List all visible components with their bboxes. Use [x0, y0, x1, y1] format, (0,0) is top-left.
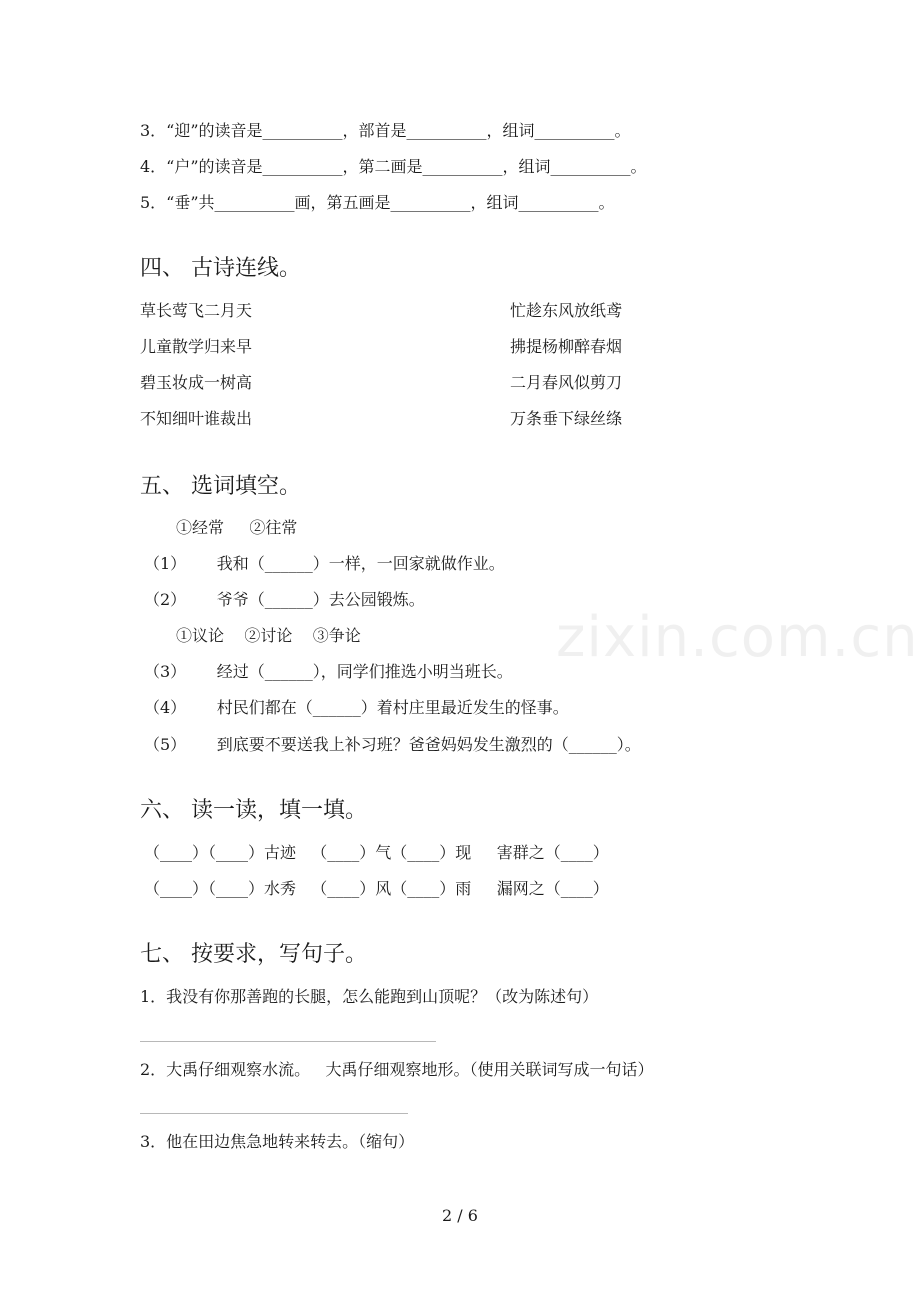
question-4: 4．“户”的读音是__________，第二画是__________，组词__________。: [140, 157, 647, 176]
answer-line-1: [140, 1041, 436, 1042]
fill-item-5: （5） 到底要不要送我上补习班？爸爸妈妈发生激烈的（______）。: [144, 735, 641, 754]
question-5: 5．“垂”共__________画，第五画是__________，组词__________。: [140, 193, 615, 212]
poem-right-2: 拂提杨柳醉春烟: [510, 337, 623, 356]
poem-left-4: 不知细叶谁裁出: [140, 409, 253, 428]
section-5-heading: 五、 选词填空。: [140, 474, 301, 499]
watermark: zixin.com.cn: [556, 605, 919, 670]
sentence-question-2: 2．大禹仔细观察水流。 大禹仔细观察地形。（使用关联词写成一句话）: [140, 1060, 654, 1079]
page-number: 2 / 6: [442, 1206, 478, 1225]
fill-item-2: （2） 爷爷（______）去公园锻炼。: [144, 590, 425, 609]
section-6-heading: 六、 读一读，填一填。: [140, 798, 367, 823]
poem-right-4: 万条垂下绿丝绦: [510, 409, 623, 428]
word-options-1: ①经常 ②往常: [176, 518, 298, 537]
fill-item-1: （1） 我和（______）一样，一回家就做作业。: [144, 554, 505, 573]
poem-right-3: 二月春风似剪刀: [510, 373, 623, 392]
sentence-question-3: 3．他在田边焦急地转来转去。（缩句）: [140, 1132, 415, 1151]
section-4-heading: 四、 古诗连线。: [140, 256, 301, 281]
word-options-2: ①议论 ②讨论 ③争论: [176, 626, 361, 645]
poem-left-1: 草长莺飞二月天: [140, 301, 253, 320]
section-7-heading: 七、 按要求，写句子。: [140, 942, 367, 967]
poem-left-3: 碧玉妆成一树高: [140, 373, 253, 392]
poem-left-2: 儿童散学归来早: [140, 337, 253, 356]
question-3: 3．“迎”的读音是__________，部首是__________，组词__________。: [140, 121, 631, 140]
fill-item-4: （4） 村民们都在（______）着村庄里最近发生的怪事。: [144, 698, 569, 717]
answer-line-2: [140, 1113, 408, 1114]
poem-right-1: 忙趁东风放纸鸢: [510, 301, 623, 320]
idiom-row-2: （____）（____）水秀 （____）风（____）雨 漏网之（____）: [144, 879, 609, 898]
idiom-row-1: （____）（____）古迹 （____）气（____）现 害群之（____）: [144, 843, 609, 862]
fill-item-3: （3） 经过（______），同学们推选小明当班长。: [144, 662, 513, 681]
sentence-question-1: 1．我没有你那善跑的长腿，怎么能跑到山顶呢？（改为陈述句）: [140, 987, 599, 1006]
